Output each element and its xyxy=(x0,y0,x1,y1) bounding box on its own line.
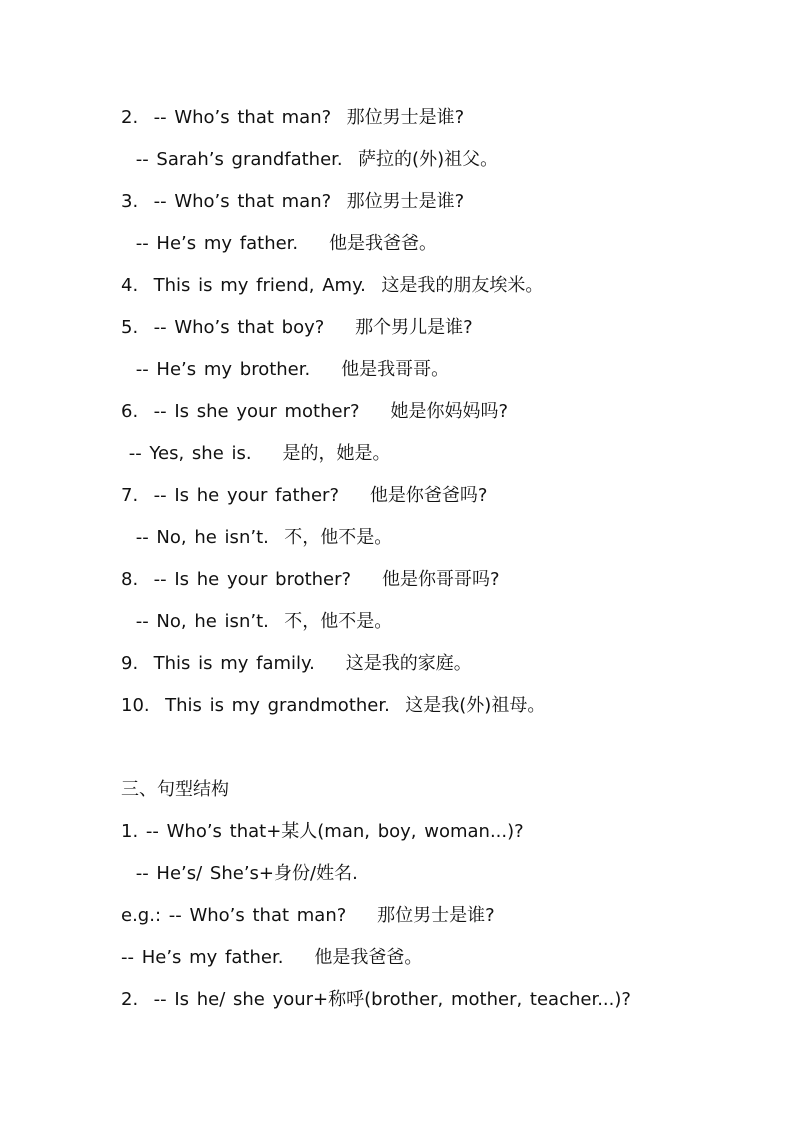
sentence-6-answer: -- Yes, she is. 是的，她是。 xyxy=(121,443,391,464)
pattern-1-question: 1. -- Who’s that+某人(man, boy, woman...)? xyxy=(121,821,524,842)
example-question: e.g.: -- Who’s that man? 那位男士是谁? xyxy=(121,905,495,926)
sentence-8-answer: -- No, he isn’t. 不，他不是。 xyxy=(128,611,393,632)
sentence-8-question: 8. -- Is he your brother? 他是你哥哥吗? xyxy=(121,569,500,590)
sentence-5-answer: -- He’s my brother. 他是我哥哥。 xyxy=(128,359,450,380)
sentence-7-answer: -- No, he isn’t. 不，他不是。 xyxy=(128,527,393,548)
sentence-7-question: 7. -- Is he your father? 他是你爸爸吗? xyxy=(121,485,488,506)
section-heading: 三、句型结构 xyxy=(121,779,229,800)
sentence-10: 10. This is my grandmother. 这是我(外)祖母。 xyxy=(121,695,546,716)
sentence-2-answer: -- Sarah’s grandfather. 萨拉的(外)祖父。 xyxy=(128,149,499,170)
sentence-3-question: 3. -- Who’s that man? 那位男士是谁? xyxy=(121,191,465,212)
sentence-2-question: 2. -- Who’s that man? 那位男士是谁? xyxy=(121,107,465,128)
sentence-6-question: 6. -- Is she your mother? 她是你妈妈吗? xyxy=(121,401,508,422)
example-answer: -- He’s my father. 他是我爸爸。 xyxy=(121,947,423,968)
sentence-4: 4. This is my friend, Amy. 这是我的朋友埃米。 xyxy=(121,275,544,296)
pattern-2-question: 2. -- Is he/ she your+称呼(brother, mother, teacher...)? xyxy=(121,989,631,1010)
pattern-1-answer: -- He’s/ She’s+身份/姓名. xyxy=(128,863,358,884)
sentence-9: 9. This is my family. 这是我的家庭。 xyxy=(121,653,472,674)
sentence-3-answer: -- He’s my father. 他是我爸爸。 xyxy=(128,233,438,254)
sentence-5-question: 5. -- Who’s that boy? 那个男儿是谁? xyxy=(121,317,473,338)
